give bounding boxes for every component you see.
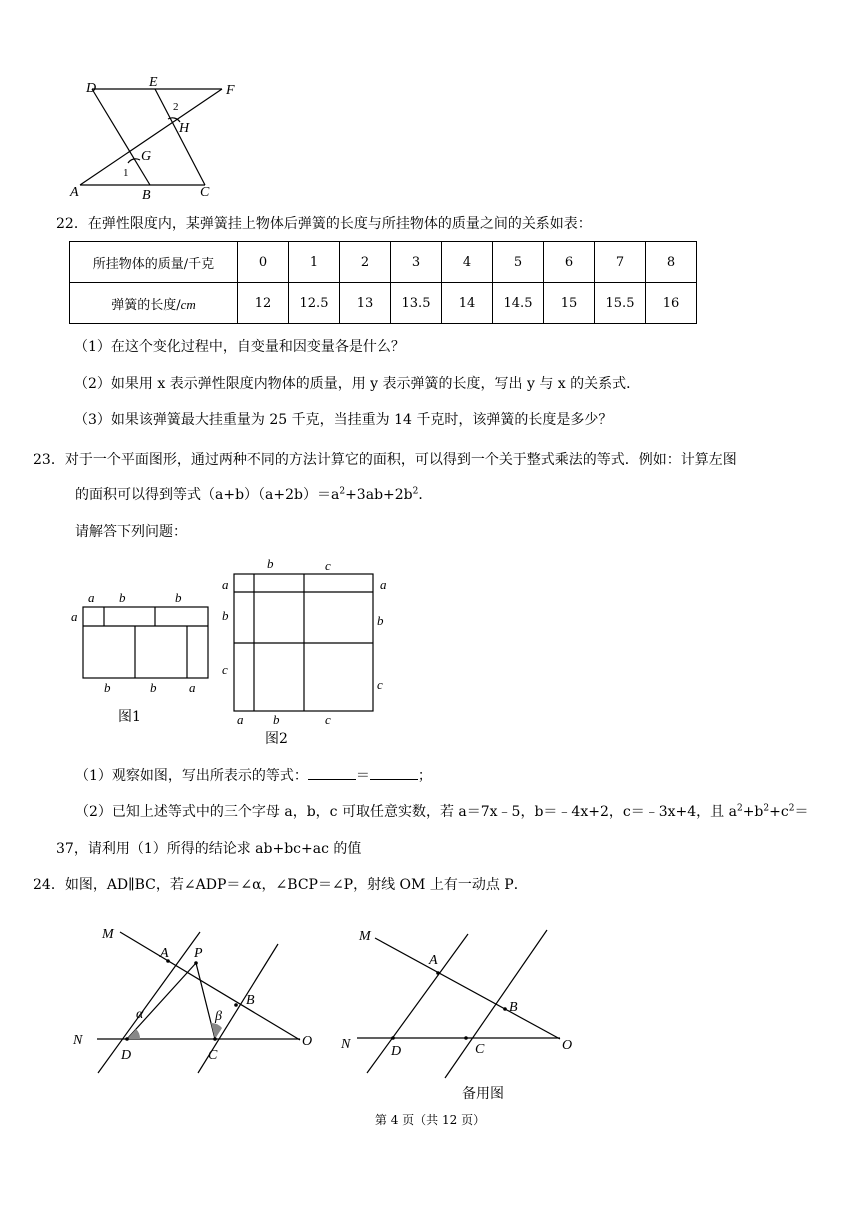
table-header-mass: 所挂物体的质量/千克	[70, 242, 238, 283]
fig1-label: b	[119, 590, 126, 605]
q23-sub2-text: +c	[769, 804, 789, 820]
point-label-C: C	[200, 185, 210, 200]
angle-label-alpha: α	[136, 1007, 144, 1022]
table-cell: 12.5	[289, 283, 340, 324]
point-label-B: B	[246, 993, 255, 1008]
q23-sub1-text: （1）观察如图，写出所表示的等式：	[75, 768, 308, 784]
table-row	[70, 283, 697, 324]
point-label-N: N	[341, 1037, 351, 1052]
table-cell: 6	[544, 242, 595, 283]
fig2-label: c	[325, 712, 331, 727]
table-cell: 0	[238, 242, 289, 283]
point-label-N: N	[73, 1033, 83, 1048]
q22-sub2: （2）如果用 x 表示弹性限度内物体的质量，用 y 表示弹簧的长度，写出 y 与 x 的关系式．	[74, 376, 641, 392]
point-label-A: A	[160, 946, 169, 961]
fig2-label: c	[377, 677, 383, 692]
table-cell: 3	[391, 242, 442, 283]
fig2-label: a	[380, 577, 387, 592]
q23-sub2-text: （2）已知上述等式中的三个字母 a，b，c 可取任意实数，若 a＝7x﹣5，b＝﹣4x+2，c＝﹣3x+4，且 a	[75, 804, 737, 820]
table-cell: 8	[646, 242, 697, 283]
point-label-O: O	[562, 1038, 573, 1053]
figure-1-rectangle	[68, 588, 218, 700]
point-label-D: D	[391, 1044, 402, 1059]
spare-figure-caption: 备用图	[462, 1086, 504, 1102]
header-unit: cm	[180, 296, 196, 312]
answer-blank[interactable]	[308, 765, 356, 780]
answer-blank[interactable]	[370, 765, 418, 780]
table-cell: 16	[646, 283, 697, 324]
point-label-A: A	[70, 185, 79, 200]
table-cell: 1	[289, 242, 340, 283]
angle-label-1: 1	[123, 167, 129, 179]
point-label-A: A	[429, 953, 438, 968]
table-cell: 7	[595, 242, 646, 283]
point-label-H: H	[179, 121, 190, 136]
fig2-label: a	[237, 712, 244, 727]
table-header-length	[70, 283, 238, 324]
table-cell: 15	[544, 283, 595, 324]
fig1-caption: 图1	[118, 709, 141, 725]
table-cell: 13	[340, 283, 391, 324]
q22-sub1: （1）在这个变化过程中，自变量和因变量各是什么？	[74, 339, 405, 355]
superscript: 2	[763, 803, 770, 814]
table-cell: 14	[442, 283, 493, 324]
angle-label-2: 2	[173, 101, 179, 113]
fig1-label: b	[175, 590, 182, 605]
q23-stem-line2	[75, 485, 432, 505]
q23-stem-part: 的面积可以得到等式（a+b）（a+2b）＝a	[75, 487, 340, 503]
table-cell: 2	[340, 242, 391, 283]
q23-sub1-eq: ＝	[355, 768, 370, 784]
point-label-C: C	[208, 1048, 218, 1063]
q22-sub3: （3）如果该弹簧最大挂重量为 25 千克，当挂重为 14 千克时，该弹簧的长度是多少？	[74, 412, 613, 428]
table-cell: 13.5	[391, 283, 442, 324]
fig2-label: c	[222, 662, 228, 677]
point-label-B: B	[509, 1000, 518, 1015]
q23-stem-part: ．	[418, 487, 433, 503]
header-text: 弹簧的长度/	[111, 297, 181, 313]
point-label-D: D	[86, 81, 97, 96]
point-label-O: O	[302, 1034, 313, 1049]
fig1-label: b	[104, 680, 111, 695]
table-cell: 12	[238, 283, 289, 324]
fig1-label: a	[189, 680, 196, 695]
fig2-label: b	[267, 556, 274, 571]
fig2-label: a	[222, 577, 229, 592]
fig2-label: c	[325, 558, 331, 573]
superscript: 2	[788, 803, 795, 814]
point-label-M: M	[359, 929, 371, 944]
fig2-label: b	[222, 608, 229, 623]
point-label-M: M	[102, 927, 114, 942]
angle-label-beta: β	[215, 1009, 222, 1024]
q23-sub1-end: ；	[417, 768, 432, 784]
point-label-B: B	[142, 188, 151, 202]
fig1-label: a	[71, 609, 78, 624]
fig2-label: b	[273, 712, 280, 727]
q22-stem: 22．在弹性限度内，某弹簧挂上物体后弹簧的长度与所挂物体的质量之间的关系如表：	[56, 216, 592, 232]
geometry-figure-parallel-lines	[60, 72, 250, 202]
page-footer: 第 4 页（共 12 页）	[374, 1113, 486, 1127]
table-cell: 5	[493, 242, 544, 283]
superscript: 2	[736, 803, 743, 814]
superscript: 2	[339, 486, 346, 497]
q23-sub2-line2: 37，请利用（1）所得的结论求 ab+bc+ac 的值	[56, 841, 362, 857]
point-label-P: P	[194, 946, 203, 961]
q23-instruction: 请解答下列问题：	[75, 524, 187, 540]
figure-2-square	[218, 556, 393, 731]
q24-figure-main	[70, 918, 330, 1078]
q24-stem: 24．如图，AD∥BC，若∠ADP＝∠α，∠BCP＝∠P，射线 OM 上有一动点 P．	[33, 877, 528, 893]
q23-sub2-text: +b	[742, 804, 764, 820]
point-label-G: G	[141, 149, 152, 164]
fig1-label: b	[150, 680, 157, 695]
q22-table	[69, 241, 697, 324]
q23-stem-line1: 23．对于一个平面图形，通过两种不同的方法计算它的面积，可以得到一个关于整式乘法的等式．例如：计算左图	[33, 452, 737, 468]
table-cell: 4	[442, 242, 493, 283]
q23-sub1	[75, 765, 432, 786]
fig1-label: a	[88, 590, 95, 605]
q23-stem-part: +3ab+2b	[345, 487, 413, 503]
table-row	[70, 242, 697, 283]
superscript: 2	[412, 486, 419, 497]
table-cell: 15.5	[595, 283, 646, 324]
q24-figure-spare	[335, 918, 585, 1088]
point-label-E: E	[149, 75, 158, 90]
fig2-label: b	[377, 613, 384, 628]
q23-sub2-text: ＝	[794, 804, 809, 820]
point-label-C: C	[475, 1042, 485, 1057]
table-cell: 14.5	[493, 283, 544, 324]
q23-sub2-line1	[75, 802, 808, 822]
point-label-D: D	[121, 1048, 132, 1063]
fig2-caption: 图2	[265, 731, 288, 747]
point-label-F: F	[226, 83, 235, 98]
